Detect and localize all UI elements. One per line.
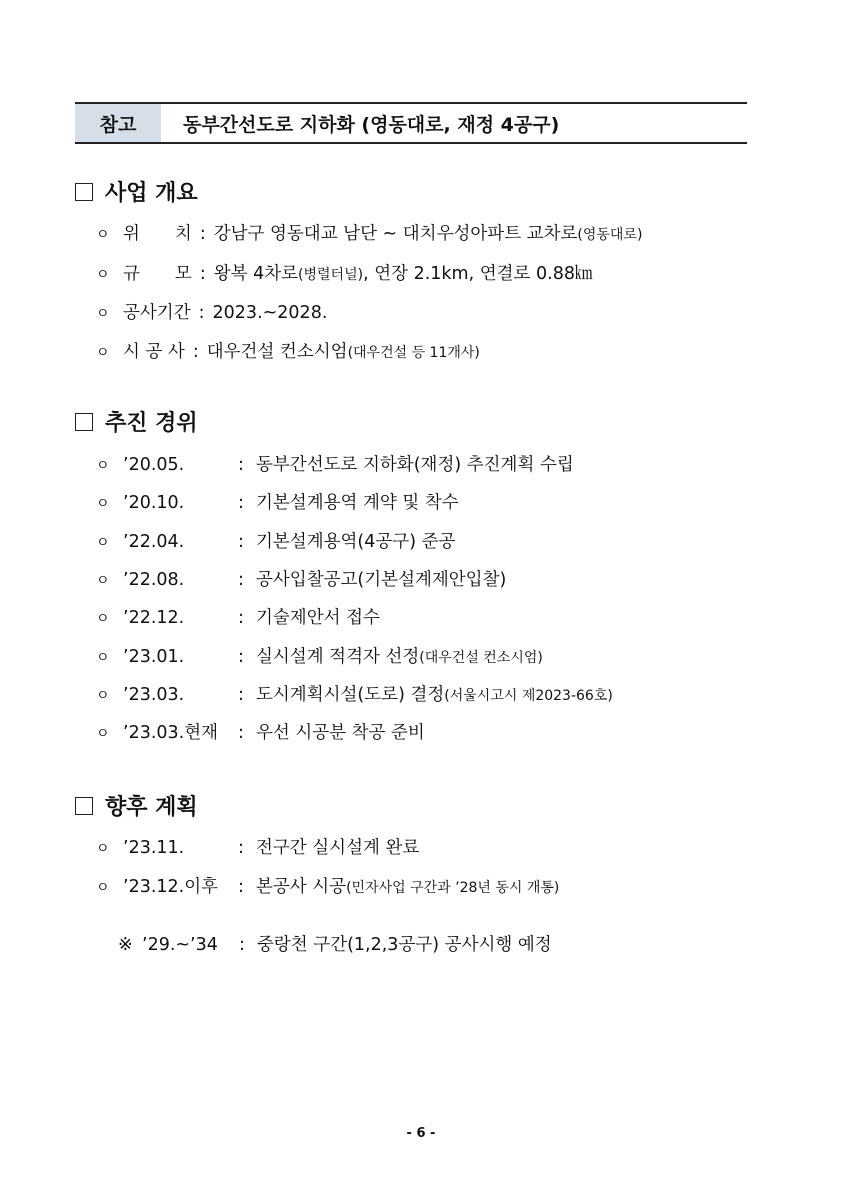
page-number: - 6 - [406, 1126, 436, 1141]
page-title: 동부간선도로 지하화 (영동대로, 재정 4공구) [183, 113, 560, 136]
item-colon: : [192, 342, 199, 362]
list-item [96, 338, 480, 363]
item-value: 2023.~2028. [212, 303, 328, 323]
timeline-text: 기술제안서 접수 [256, 608, 380, 628]
timeline-text: 본공사 시공 [256, 877, 347, 897]
item-colon: : [238, 493, 244, 513]
timeline-text: 우선 시공분 착공 준비 [256, 723, 425, 743]
item-label: 위 치 [123, 224, 192, 244]
item-value: 강남구 영동대교 남단 ~ 대치우성아파트 교차로 [213, 224, 578, 244]
list-item [96, 299, 327, 324]
list-item [96, 260, 592, 285]
bullet-icon: ㅇ [96, 688, 110, 704]
item-colon: : [238, 608, 244, 628]
bullet-icon: ㅇ [96, 726, 110, 742]
section-title-text: 향후 계획 [105, 795, 198, 820]
checkbox-square-icon [75, 797, 93, 815]
section-title-text: 사업 개요 [105, 181, 198, 206]
item-label: 공사기간 [123, 303, 191, 323]
section-title-overview [75, 176, 198, 207]
bullet-icon: ㅇ [96, 458, 110, 474]
bullet-icon: ㅇ [96, 841, 110, 857]
bullet-icon: ㅇ [96, 345, 110, 361]
timeline-date: ’23.03.현재 [123, 723, 219, 743]
timeline-date: ’23.12.이후 [123, 877, 219, 897]
timeline-text: 실시설계 적격자 선정 [256, 647, 420, 667]
timeline-row [96, 643, 543, 668]
checkbox-square-icon [75, 413, 93, 431]
reference-tag: 참고 [75, 104, 161, 142]
item-colon: : [238, 838, 244, 858]
header-bottom-rule [75, 142, 747, 144]
bullet-icon: ㅇ [96, 306, 110, 322]
timeline-date: ’20.10. [123, 493, 185, 513]
bullet-icon: ㅇ [96, 650, 110, 666]
bullet-icon: ㅇ [96, 573, 110, 589]
timeline-date: ’22.12. [123, 608, 185, 628]
section-title-plan [75, 790, 198, 821]
item-label: 규 모 [123, 264, 192, 284]
timeline-row [96, 834, 419, 859]
timeline-date: ’20.05. [123, 455, 185, 475]
note-date: ’29.~’34 [142, 935, 218, 955]
item-colon: : [239, 935, 245, 955]
timeline-date: ’22.04. [123, 532, 185, 552]
timeline-row [96, 489, 459, 514]
bullet-icon: ㅇ [96, 496, 110, 512]
reference-note [118, 931, 552, 956]
timeline-row [96, 566, 506, 591]
timeline-row [96, 451, 574, 476]
item-colon: : [199, 224, 206, 244]
timeline-note: (서울시고시 제2023-66호) [444, 688, 613, 704]
item-colon: : [238, 877, 244, 897]
timeline-text: 도시계획시설(도로) 결정 [256, 685, 445, 705]
timeline-row [96, 604, 380, 629]
timeline-text: 공사입찰공고(기본설계제안입찰) [256, 570, 507, 590]
note-text: 중랑천 구간(1,2,3공구) 공사시행 예정 [257, 935, 552, 955]
section-title-text: 추진 경위 [105, 411, 198, 436]
bullet-icon: ㅇ [96, 267, 110, 283]
timeline-row [96, 719, 425, 744]
item-note: (대우건설 등 11개사) [347, 345, 480, 361]
timeline-row [96, 873, 559, 898]
item-label: 시 공 사 [123, 342, 185, 362]
timeline-date: ’22.08. [123, 570, 185, 590]
timeline-row [96, 528, 455, 553]
timeline-row [96, 681, 613, 706]
bullet-icon: ㅇ [96, 535, 110, 551]
checkbox-square-icon [75, 183, 93, 201]
list-item [96, 220, 642, 245]
bullet-icon: ㅇ [96, 611, 110, 627]
bullet-icon: ㅇ [96, 880, 110, 896]
item-value-rest: , 연장 2.1km, 연결로 0.88㎞ [363, 264, 593, 284]
item-colon: : [238, 723, 244, 743]
item-colon: : [199, 264, 206, 284]
timeline-date: ’23.11. [123, 838, 185, 858]
timeline-date: ’23.01. [123, 647, 185, 667]
item-colon: : [238, 455, 244, 475]
item-value: 대우건설 컨소시엄 [206, 342, 348, 362]
item-colon: : [238, 570, 244, 590]
item-colon: : [238, 685, 244, 705]
timeline-note: (대우건설 컨소시엄) [419, 650, 543, 666]
section-title-progress [75, 406, 198, 437]
timeline-text: 기본설계용역(4공구) 준공 [256, 532, 456, 552]
item-note: (영동대로) [577, 227, 643, 243]
timeline-date: ’23.03. [123, 685, 185, 705]
note-mark-icon: ※ [118, 935, 133, 955]
page-header [75, 102, 747, 144]
timeline-text: 동부간선도로 지하화(재정) 추진계획 수립 [256, 455, 574, 475]
bullet-icon: ㅇ [96, 227, 110, 243]
timeline-note: (민자사업 구간과 ’28년 동시 개통) [346, 880, 560, 896]
item-note: (병렬터널) [298, 267, 364, 283]
item-colon: : [238, 532, 244, 552]
item-value: 왕복 4차로 [213, 264, 299, 284]
item-colon: : [198, 303, 205, 323]
timeline-text: 기본설계용역 계약 및 착수 [256, 493, 459, 513]
item-colon: : [238, 647, 244, 667]
header-separator [161, 104, 169, 142]
timeline-text: 전구간 실시설계 완료 [256, 838, 420, 858]
